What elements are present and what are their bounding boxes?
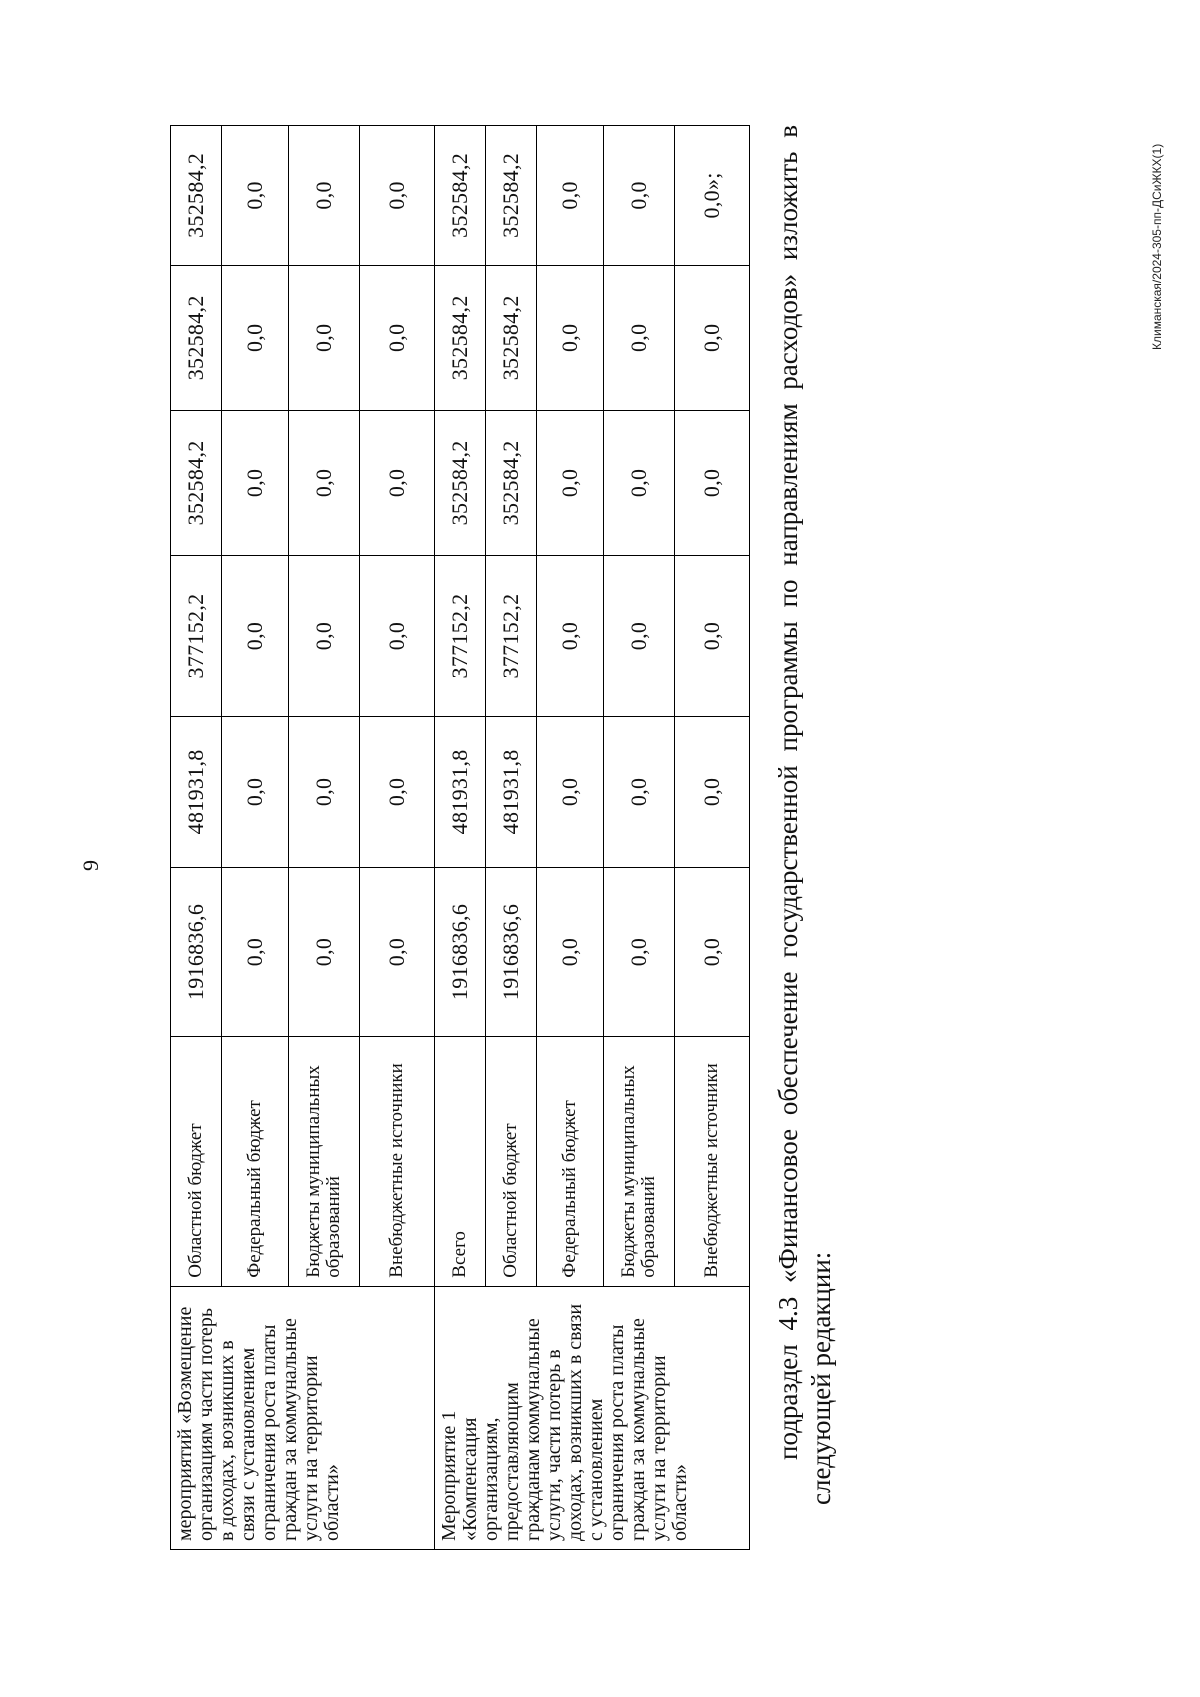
value-cell: 352584,2	[171, 265, 222, 410]
value-cell: 0,0	[537, 717, 604, 867]
funding-source: Бюджеты муниципальных образований	[289, 1037, 360, 1286]
value-cell: 352584,2	[435, 265, 486, 410]
value-cell: 481931,8	[171, 717, 222, 867]
value-cell: 0,0	[604, 410, 675, 555]
table-row	[171, 126, 222, 1550]
value-cell: 0,0	[222, 410, 289, 555]
value-cell: 481931,8	[486, 717, 537, 867]
value-cell: 377152,2	[171, 555, 222, 716]
funding-source: Всего	[435, 1037, 486, 1286]
value-cell: 0,0	[537, 555, 604, 716]
value-cell: 0,0	[537, 126, 604, 266]
funding-source: Федеральный бюджет	[537, 1037, 604, 1286]
value-cell: 0,0	[675, 717, 750, 867]
value-cell: 1916836,6	[435, 867, 486, 1037]
value-cell: 0,0	[289, 717, 360, 867]
funding-source: Бюджеты муниципальных образований	[604, 1037, 675, 1286]
value-cell: 481931,8	[435, 717, 486, 867]
value-cell: 352584,2	[486, 410, 537, 555]
value-cell: 352584,2	[435, 410, 486, 555]
value-cell: 0,0	[222, 126, 289, 266]
value-cell: 0,0	[360, 410, 435, 555]
body-paragraph: подраздел 4.3 «Финансовое обеспечение государственной программы по направлениям расходов» изложить в следующей редакции:	[773, 125, 836, 1505]
value-cell: 0,0	[675, 555, 750, 716]
value-cell: 0,0	[604, 867, 675, 1037]
measure-name: Мероприятие 1 «Компенсация организациям, предоставляющим гражданам коммунальные услуги, части потерь в доходах, возникших в связи с установлением ограничения роста платы граждан за коммунальные услуги на территории области»	[435, 1286, 750, 1549]
value-cell: 0,0	[675, 410, 750, 555]
funding-source: Областной бюджет	[171, 1037, 222, 1286]
value-cell: 0,0	[675, 867, 750, 1037]
funding-source: Внебюджетные источники	[675, 1037, 750, 1286]
value-cell: 352584,2	[486, 265, 537, 410]
value-cell: 0,0	[222, 717, 289, 867]
funding-source: Федеральный бюджет	[222, 1037, 289, 1286]
value-cell: 0,0	[360, 265, 435, 410]
value-cell: 0,0	[360, 867, 435, 1037]
value-cell: 0,0	[675, 265, 750, 410]
document-code: Климанская/2024-305-пп-ДСиЖКХ(1)	[1150, 143, 1164, 350]
value-cell: 0,0	[604, 126, 675, 266]
value-cell: 0,0	[360, 126, 435, 266]
value-cell: 377152,2	[486, 555, 537, 716]
value-cell: 0,0	[289, 126, 360, 266]
value-cell: 0,0»;	[675, 126, 750, 266]
value-cell: 0,0	[222, 867, 289, 1037]
value-cell: 377152,2	[435, 555, 486, 716]
value-cell: 352584,2	[171, 410, 222, 555]
value-cell: 0,0	[222, 265, 289, 410]
value-cell: 352584,2	[486, 126, 537, 266]
value-cell: 0,0	[289, 410, 360, 555]
value-cell: 0,0	[537, 265, 604, 410]
value-cell: 0,0	[289, 555, 360, 716]
page-number: 9	[78, 859, 103, 871]
value-cell: 0,0	[222, 555, 289, 716]
value-cell: 0,0	[360, 555, 435, 716]
value-cell: 0,0	[537, 410, 604, 555]
value-cell: 352584,2	[435, 126, 486, 266]
value-cell: 0,0	[604, 555, 675, 716]
value-cell: 0,0	[289, 265, 360, 410]
value-cell: 352584,2	[171, 126, 222, 266]
table-row	[435, 126, 486, 1550]
value-cell: 0,0	[360, 717, 435, 867]
rotated-page-content	[0, 75, 1200, 1655]
measure-name: мероприятий «Возмещение организациям части потерь в доходах, возникших в связи с установлением ограничения роста платы граждан за коммунальные услуги на территории области»	[171, 1286, 435, 1549]
funding-source: Областной бюджет	[486, 1037, 537, 1286]
value-cell: 0,0	[604, 717, 675, 867]
value-cell: 0,0	[537, 867, 604, 1037]
funding-source: Внебюджетные источники	[360, 1037, 435, 1286]
financing-table	[170, 125, 750, 1550]
value-cell: 1916836,6	[171, 867, 222, 1037]
value-cell: 0,0	[604, 265, 675, 410]
value-cell: 1916836,6	[486, 867, 537, 1037]
value-cell: 0,0	[289, 867, 360, 1037]
